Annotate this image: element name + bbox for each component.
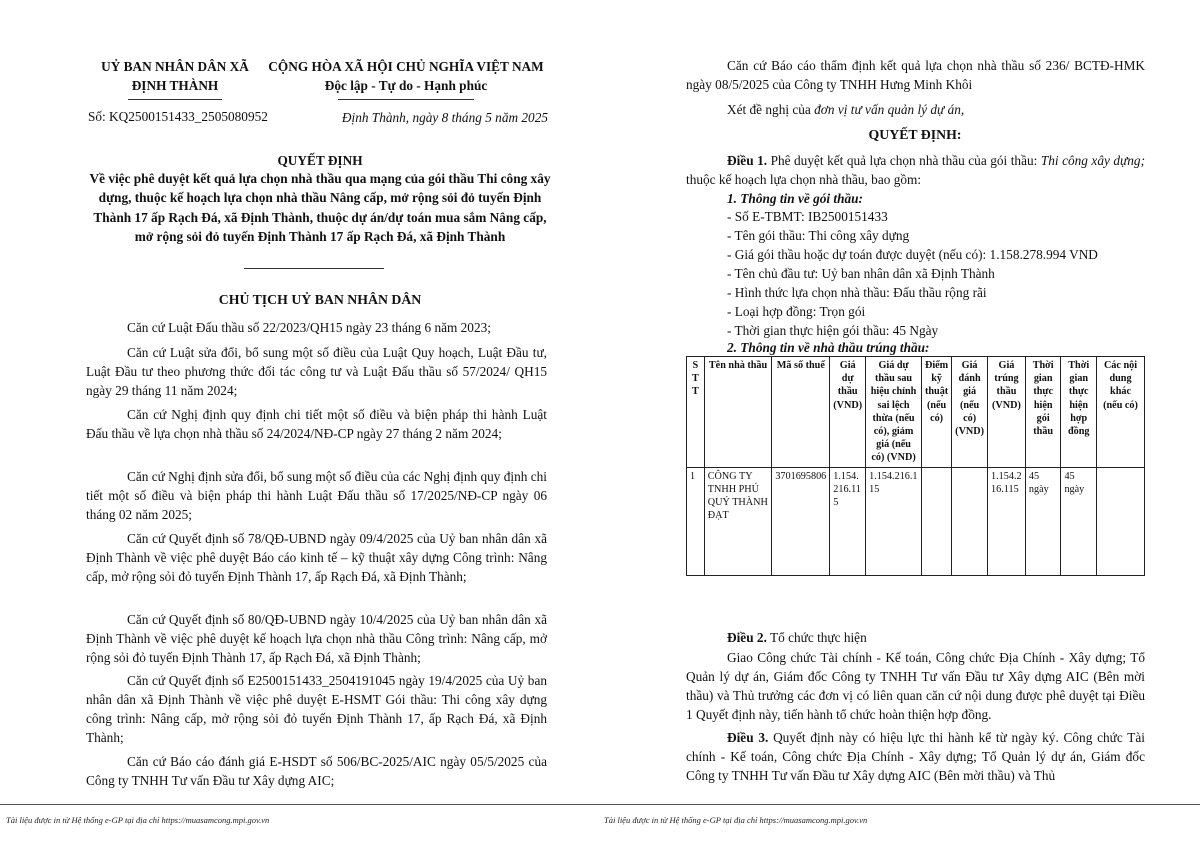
document-subject: Về việc phê duyệt kết quả lựa chọn nhà thầu qua mạng của gói thầu Thi công xây dựng, thuộc kế hoạch lựa chọn nhà thầu Nâng cấp, mở rộng sỏi đỏ tuyến Định Thành 17 ấp Rạch Đá, xã Định Thành, thuộc dự án/dự toán mua sắm Nâng cấp, mở rộng sỏi đỏ tuyến Định Thành 17 ấp Rạch Đá, xã Định Thành <box>89 171 551 245</box>
info-item: - Giá gói thầu hoặc dự toán được duyệt (nếu có): 1.158.278.994 VND <box>727 247 1098 262</box>
page-footer: Tài liệu được in từ Hệ thống e-GP tại địa chỉ https://muasamcong.mpi.gov.vn <box>604 815 868 825</box>
article-3-text: Quyết định này có hiệu lực thi hành kể từ ngày ký. Công chức Tài chính - Kế toán, Công chức Địa Chính - Xây dựng; Tổ Quản lý dự án, Giám đốc Công ty TNHH Tư vấn Đầu tư Xây dựng AIC (Bên mời thầu) và Thủ <box>686 730 1145 783</box>
issuer-underline <box>128 99 222 100</box>
section-1-title: 1. Thông tin về gói thầu: <box>727 191 863 206</box>
page-footer: Tài liệu được in từ Hệ thống e-GP tại địa chỉ https://muasamcong.mpi.gov.vn <box>6 815 270 825</box>
legal-basis-4: Căn cứ Nghị định sửa đổi, bổ sung một số điều của các Nghị định quy định chi tiết một số điều và biện pháp thi hành Luật Đấu thầu số 17/2025/NĐ-CP ngày 06 tháng 02 năm 2025; <box>86 469 547 522</box>
cell-bid-price: 1.154.216.115 <box>830 467 866 575</box>
article-1-tail: thuộc kế hoạch lựa chọn nhà thầu, bao gồm: <box>686 172 922 187</box>
article-3 <box>686 728 1145 785</box>
col-other: Các nội dung khác (nếu có) <box>1097 357 1145 468</box>
cell-other <box>1097 467 1145 575</box>
col-tax-code: Mã số thuế <box>772 357 830 468</box>
issuer-name <box>90 57 260 95</box>
issuer-line-1: UỶ BAN NHÂN DÂN XÃ <box>101 59 249 74</box>
table-row <box>687 467 1145 575</box>
cell-bidder-name: CÔNG TY TNHH PHÚ QUÝ THÀNH ĐẠT <box>704 467 772 575</box>
article-3-label: Điều 3. <box>727 730 769 745</box>
proposal-entity: đơn vị tư vấn quản lý dự án, <box>814 102 965 117</box>
article-1 <box>686 151 1145 189</box>
issuer-line-2: ĐỊNH THÀNH <box>131 78 219 93</box>
article-2-heading <box>727 628 1147 647</box>
winning-bidder-table <box>686 356 1145 576</box>
section-2-title: 2. Thông tin về nhà thầu trúng thầu: <box>727 340 930 355</box>
proposal-prefix: Xét đề nghị của <box>727 102 815 117</box>
col-contract-time: Thời gian thực hiện hợp đồng <box>1061 357 1097 468</box>
package-info-list <box>727 207 1157 340</box>
article-1-text: Phê duyệt kết quả lựa chọn nhà thầu của gói thầu: <box>767 153 1041 168</box>
info-item: - Thời gian thực hiện gói thầu: 45 Ngày <box>727 323 939 338</box>
cell-contract-time: 45 ngày <box>1061 467 1097 575</box>
article-1-package: Thi công xây dựng; <box>1040 153 1145 168</box>
footer-divider <box>0 804 600 805</box>
col-package-time: Thời gian thực hiện gói thầu <box>1025 357 1061 468</box>
col-tech-score: Điểm kỹ thuật (nếu có) <box>921 357 951 468</box>
info-item: - Hình thức lựa chọn nhà thầu: Đấu thầu rộng rãi <box>727 285 987 300</box>
national-header <box>262 57 550 95</box>
subject-underline <box>244 268 384 269</box>
cell-award-price: 1.154.216.115 <box>988 467 1026 575</box>
table-header-row <box>687 357 1145 468</box>
article-2-label: Điều 2. <box>727 630 767 645</box>
appraisal-basis: Căn cứ Báo cáo thẩm định kết quả lựa chọn nhà thầu số 236/ BCTĐ-HMK ngày 08/5/2025 của Công ty TNHH Hưng Minh Khôi <box>686 58 1145 92</box>
col-bid-price: Giá dự thầu (VND) <box>830 357 866 468</box>
info-item: - Loại hợp đồng: Trọn gói <box>727 304 866 319</box>
col-award-price: Giá trúng thầu (VND) <box>988 357 1026 468</box>
article-2-title: Tổ chức thực hiện <box>766 630 867 645</box>
motto-underline <box>338 99 474 100</box>
cell-tech-score <box>921 467 951 575</box>
info-item: - Tên chủ đầu tư: Uỷ ban nhân dân xã Định Thành <box>727 266 995 281</box>
authority-heading: CHỦ TỊCH UỶ BAN NHÂN DÂN <box>218 292 422 307</box>
national-motto: Độc lập - Tự do - Hạnh phúc <box>324 78 488 93</box>
proposal-line <box>727 100 1147 119</box>
article-2-body: Giao Công chức Tài chính - Kế toán, Công chức Địa Chính - Xây dựng; Tổ Quản lý dự án, Giám đốc Công ty TNHH Tư vấn Đầu tư Xây dựng AIC (Bên mời thầu) và Thủ trưởng các đơn vị có liên quan căn cứ nội dung được phê duyệt tại Điều 1 Quyết định này, tiến hành tổ chức hoàn thiện hợp đồng. <box>686 650 1145 722</box>
col-eval-price: Giá đánh giá (nếu có) (VND) <box>952 357 988 468</box>
info-item: - Tên gói thầu: Thi công xây dựng <box>727 228 910 243</box>
col-adjusted-price: Giá dự thầu sau hiệu chỉnh sai lệch thừa (nếu có), giảm giá (nếu có) (VND) <box>866 357 922 468</box>
article-1-label: Điều 1. <box>727 153 768 168</box>
decision-heading: QUYẾT ĐỊNH: <box>868 127 962 142</box>
cell-stt: 1 <box>687 467 705 575</box>
legal-basis-6: Căn cứ Quyết định số 80/QĐ-UBND ngày 10/4/2025 của Uỷ ban nhân dân xã Định Thành về việc phê duyệt kế hoạch lựa chọn nhà thầu Công trình: Nâng cấp, mở rộng sỏi đỏ tuyến Định Thành 17, ấp Rạch Đá, xã Định Thành; <box>86 612 547 665</box>
legal-basis-3: Căn cứ Nghị định quy định chi tiết một số điều và biện pháp thi hành Luật Đấu thầu về lựa chọn nhà thầu số 24/2024/NĐ-CP ngày 27 tháng 2 năm 2024; <box>86 407 547 441</box>
cell-tax-code: 3701695806 <box>772 467 830 575</box>
document-date: Định Thành, ngày 8 tháng 5 năm 2025 <box>341 110 548 125</box>
legal-basis-2: Căn cứ Luật sửa đổi, bổ sung một số điều của Luật Quy hoạch, Luật Đầu tư, Luật Đầu tư theo phương thức đối tác công tư và Luật Đấu thầu số 57/2024/ QH15 ngày 29 tháng 11 năm 2024; <box>86 345 547 398</box>
footer-divider <box>600 804 1200 805</box>
info-item: - Số E-TBMT: IB2500151433 <box>727 209 888 224</box>
cell-package-time: 45 ngày <box>1025 467 1061 575</box>
col-bidder-name: Tên nhà thầu <box>704 357 772 468</box>
col-stt: STT <box>687 357 705 468</box>
document-number: Số: KQ2500151433_2505080952 <box>88 109 268 124</box>
legal-basis-7: Căn cứ Quyết định số E2500151433_2504191045 ngày 19/4/2025 của Uỷ ban nhân dân xã Định Thành về việc phê duyệt E-HSMT Gói thầu: Thi công xây dựng công trình: Nâng cấp, mở rộng sỏi đỏ tuyến Định Thành 17, ấp Rạch Đá, xã Định Thành; <box>86 673 547 745</box>
legal-basis-5: Căn cứ Quyết định số 78/QĐ-UBND ngày 09/4/2025 của Uỷ ban nhân dân xã Định Thành về việc phê duyệt Báo cáo kinh tế – kỹ thuật xây dựng Công trình: Nâng cấp, mở rộng sỏi đỏ tuyến Định Thành 17, ấp Rạch Đá, xã Định Thành; <box>86 531 547 584</box>
document-title: QUYẾT ĐỊNH <box>277 153 363 168</box>
cell-adjusted-price: 1.154.216.115 <box>866 467 922 575</box>
cell-eval-price <box>952 467 988 575</box>
legal-basis-1: Căn cứ Luật Đấu thầu số 22/2023/QH15 ngày 23 tháng 6 năm 2023; <box>127 320 491 335</box>
legal-basis-8: Căn cứ Báo cáo đánh giá E-HSDT số 506/BC-2025/AIC ngày 05/5/2025 của Công ty TNHH Tư vấn Đầu tư Xây dựng AIC; <box>86 754 547 788</box>
national-title: CỘNG HÒA XÃ HỘI CHỦ NGHĨA VIỆT NAM <box>268 59 544 74</box>
